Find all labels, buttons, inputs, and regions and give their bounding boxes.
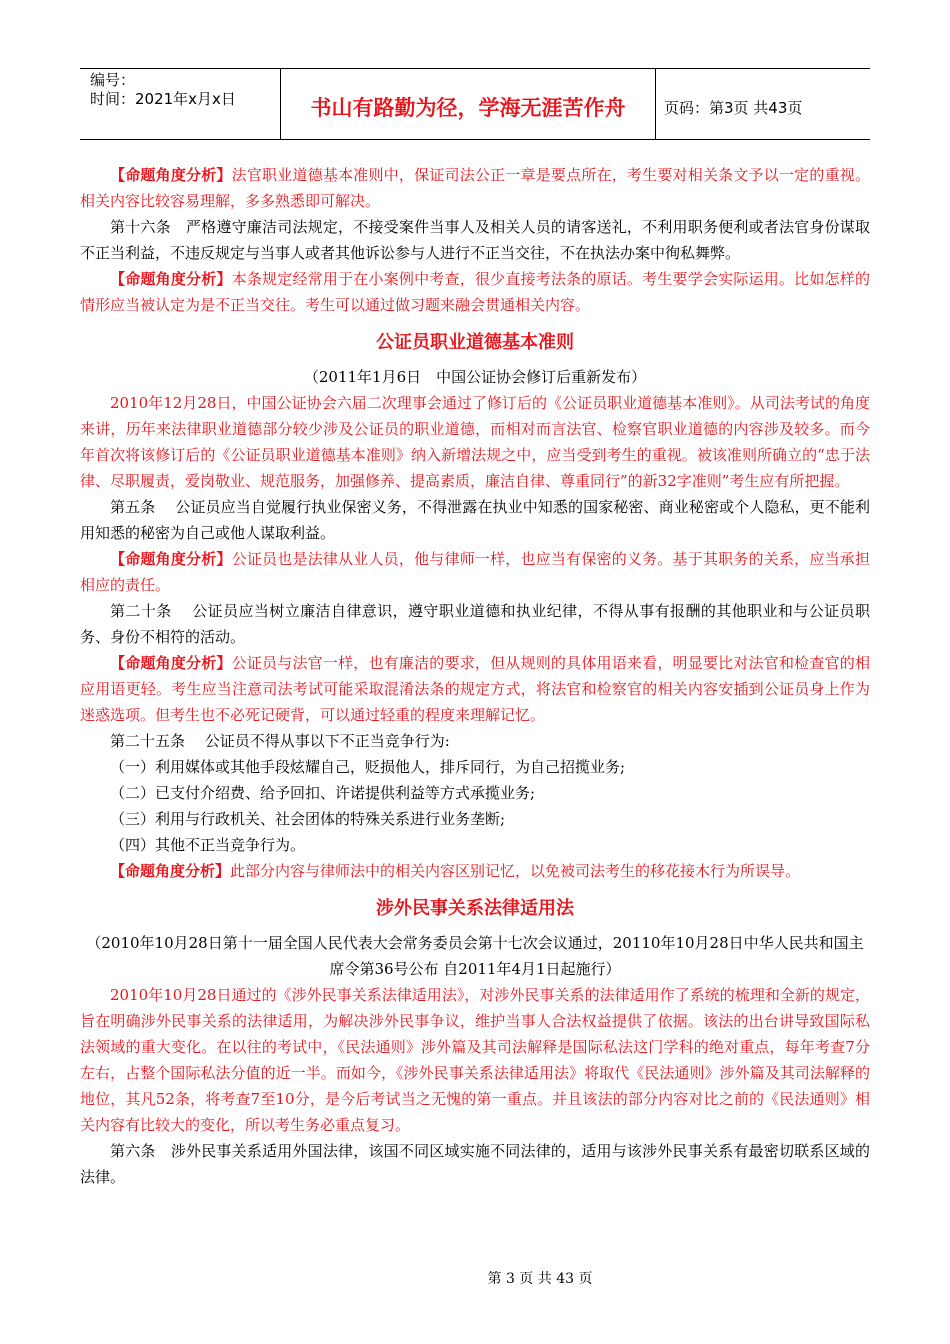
doc-number: 编号： bbox=[90, 71, 136, 89]
article-paragraph: 第二十五条 公证员不得从事以下不正当竞争行为: bbox=[110, 732, 450, 750]
analysis-text: 本条规定经常用于在小案例中考查，很少直接考法条的原话。考生要学会实际运用。比如怎样的情形应当被认定为是不正当交往。考生可以通过做习题来融会贯通相关内容。 bbox=[80, 270, 870, 314]
header-page-number: 页码：第3页 共43页 bbox=[664, 98, 803, 117]
analysis-text: 公证员也是法律从业人员，他与律师一样，也应当有保密的义务。基于其职务的关系，应当承担相应的责任。 bbox=[80, 550, 870, 594]
section-subtitle: （2010年10月28日第十一届全国人民代表大会常务委员会第十七次会议通过，20110年10月28日中华人民共和国主席令第36号公布 自2011年4月1日起施行） bbox=[86, 934, 864, 978]
page-footer: 第 3 页 共 43 页 bbox=[487, 1271, 593, 1287]
document-body bbox=[80, 162, 870, 1190]
article-paragraph: 第二十条 公证员应当树立廉洁自律意识，遵守职业道德和执业纪律，不得从事有报酬的其他职业和与公证员职务、身份不相符的活动。 bbox=[80, 602, 870, 646]
section-heading: 公证员职业道德基本准则 bbox=[376, 332, 574, 353]
list-item: （二）已支付介绍费、给予回扣、许诺提供利益等方式承揽业务; bbox=[110, 784, 536, 802]
article-paragraph: 第十六条 严格遵守廉洁司法规定，不接受案件当事人及相关人员的请客送礼，不利用职务便利或者法官身份谋取不正当利益，不违反规定与当事人或者其他诉讼参与人进行不正当交往，不在执法办案中徇私舞弊。 bbox=[80, 218, 870, 262]
analysis-text: 此部分内容与律师法中的相关内容区别记忆，以免被司法考生的移花接木行为所误导。 bbox=[230, 862, 801, 880]
intro-paragraph: 2010年12月28日，中国公证协会六届二次理事会通过了修订后的《公证员职业道德基本准则》。从司法考试的角度来讲，历年来法律职业道德部分较少涉及公证员的职业道德，而相对而言法官、检察官职业道德的内容涉及较多。而今年首次将该修订后的《公证员职业道德基本准则》纳入新增法规之中，应当受到考生的重视。被该准则所确立的“忠于法律、尽职履责，爱岗敬业、规范服务，加强修养、提高素质，廉洁自律、尊重同行”的新32字准则”考生应有所把握。 bbox=[80, 394, 870, 490]
article-paragraph: 第五条 公证员应当自觉履行执业保密义务，不得泄露在执业中知悉的国家秘密、商业秘密或个人隐私，更不能利用知悉的秘密为自己或他人谋取利益。 bbox=[80, 498, 870, 542]
analysis-tag: 【命题角度分析】 bbox=[110, 862, 231, 880]
analysis-tag: 【命题角度分析】 bbox=[110, 166, 232, 184]
doc-time: 时间：2021年x月x日 bbox=[90, 90, 236, 108]
analysis-paragraph bbox=[80, 650, 870, 728]
analysis-paragraph bbox=[80, 858, 870, 884]
analysis-paragraph bbox=[80, 266, 870, 318]
page-header bbox=[80, 68, 870, 140]
analysis-text: 法官职业道德基本准则中，保证司法公正一章是要点所在，考生要对相关条文予以一定的重视。相关内容比较容易理解，多多熟悉即可解决。 bbox=[80, 166, 870, 210]
section-subtitle: （2011年1月6日 中国公证协会修订后重新发布） bbox=[303, 368, 647, 386]
analysis-paragraph bbox=[80, 546, 870, 598]
analysis-text: 公证员与法官一样，也有廉洁的要求，但从规则的具体用语来看，明显要比对法官和检查官的相应用语更轻。考生应当注意司法考试可能采取混淆法条的规定方式，将法官和检察官的相关内容安插到公证员身上作为迷惑选项。但考生也不必死记硬背，可以通过轻重的程度来理解记忆。 bbox=[80, 654, 870, 724]
article-paragraph: 第六条 涉外民事关系适用外国法律，该国不同区域实施不同法律的，适用与该涉外民事关系有最密切联系区域的法律。 bbox=[80, 1142, 870, 1186]
list-item: （一）利用媒体或其他手段炫耀自己，贬损他人，排斥同行，为自己招揽业务; bbox=[110, 758, 626, 776]
header-meta bbox=[80, 69, 281, 139]
list-item: （三）利用与行政机关、社会团体的特殊关系进行业务垄断; bbox=[110, 810, 506, 828]
analysis-tag: 【命题角度分析】 bbox=[110, 654, 232, 672]
section-heading: 涉外民事关系法律适用法 bbox=[376, 898, 574, 919]
analysis-tag: 【命题角度分析】 bbox=[110, 270, 232, 288]
header-motto: 书山有路勤为径，学海无涯苦作舟 bbox=[281, 69, 656, 139]
list-item: （四）其他不正当竞争行为。 bbox=[110, 836, 306, 854]
intro-paragraph: 2010年10月28日通过的《涉外民事关系法律适用法》，对涉外民事关系的法律适用作了系统的梳理和全新的规定，旨在明确涉外民事关系的法律适用，为解决涉外民事争议，维护当事人合法权益提供了依据。该法的出台讲导致国际私法领域的重大变化。在以往的考试中，《民法通则》涉外篇及其司法解释是国际私法这门学科的绝对重点，每年考查7分左右，占整个国际私法分值的近一半。而如今，《涉外民事关系法律适用法》将取代《民法通则》涉外篇及其司法解释的地位，其凡52条，将考查7至10分，是今后考试当之无愧的第一重点。并且该法的部分内容对比之前的《民法通则》相关内容有比较大的变化，所以考生务必重点复习。 bbox=[80, 986, 870, 1134]
analysis-paragraph bbox=[80, 162, 870, 214]
analysis-tag: 【命题角度分析】 bbox=[110, 550, 232, 568]
